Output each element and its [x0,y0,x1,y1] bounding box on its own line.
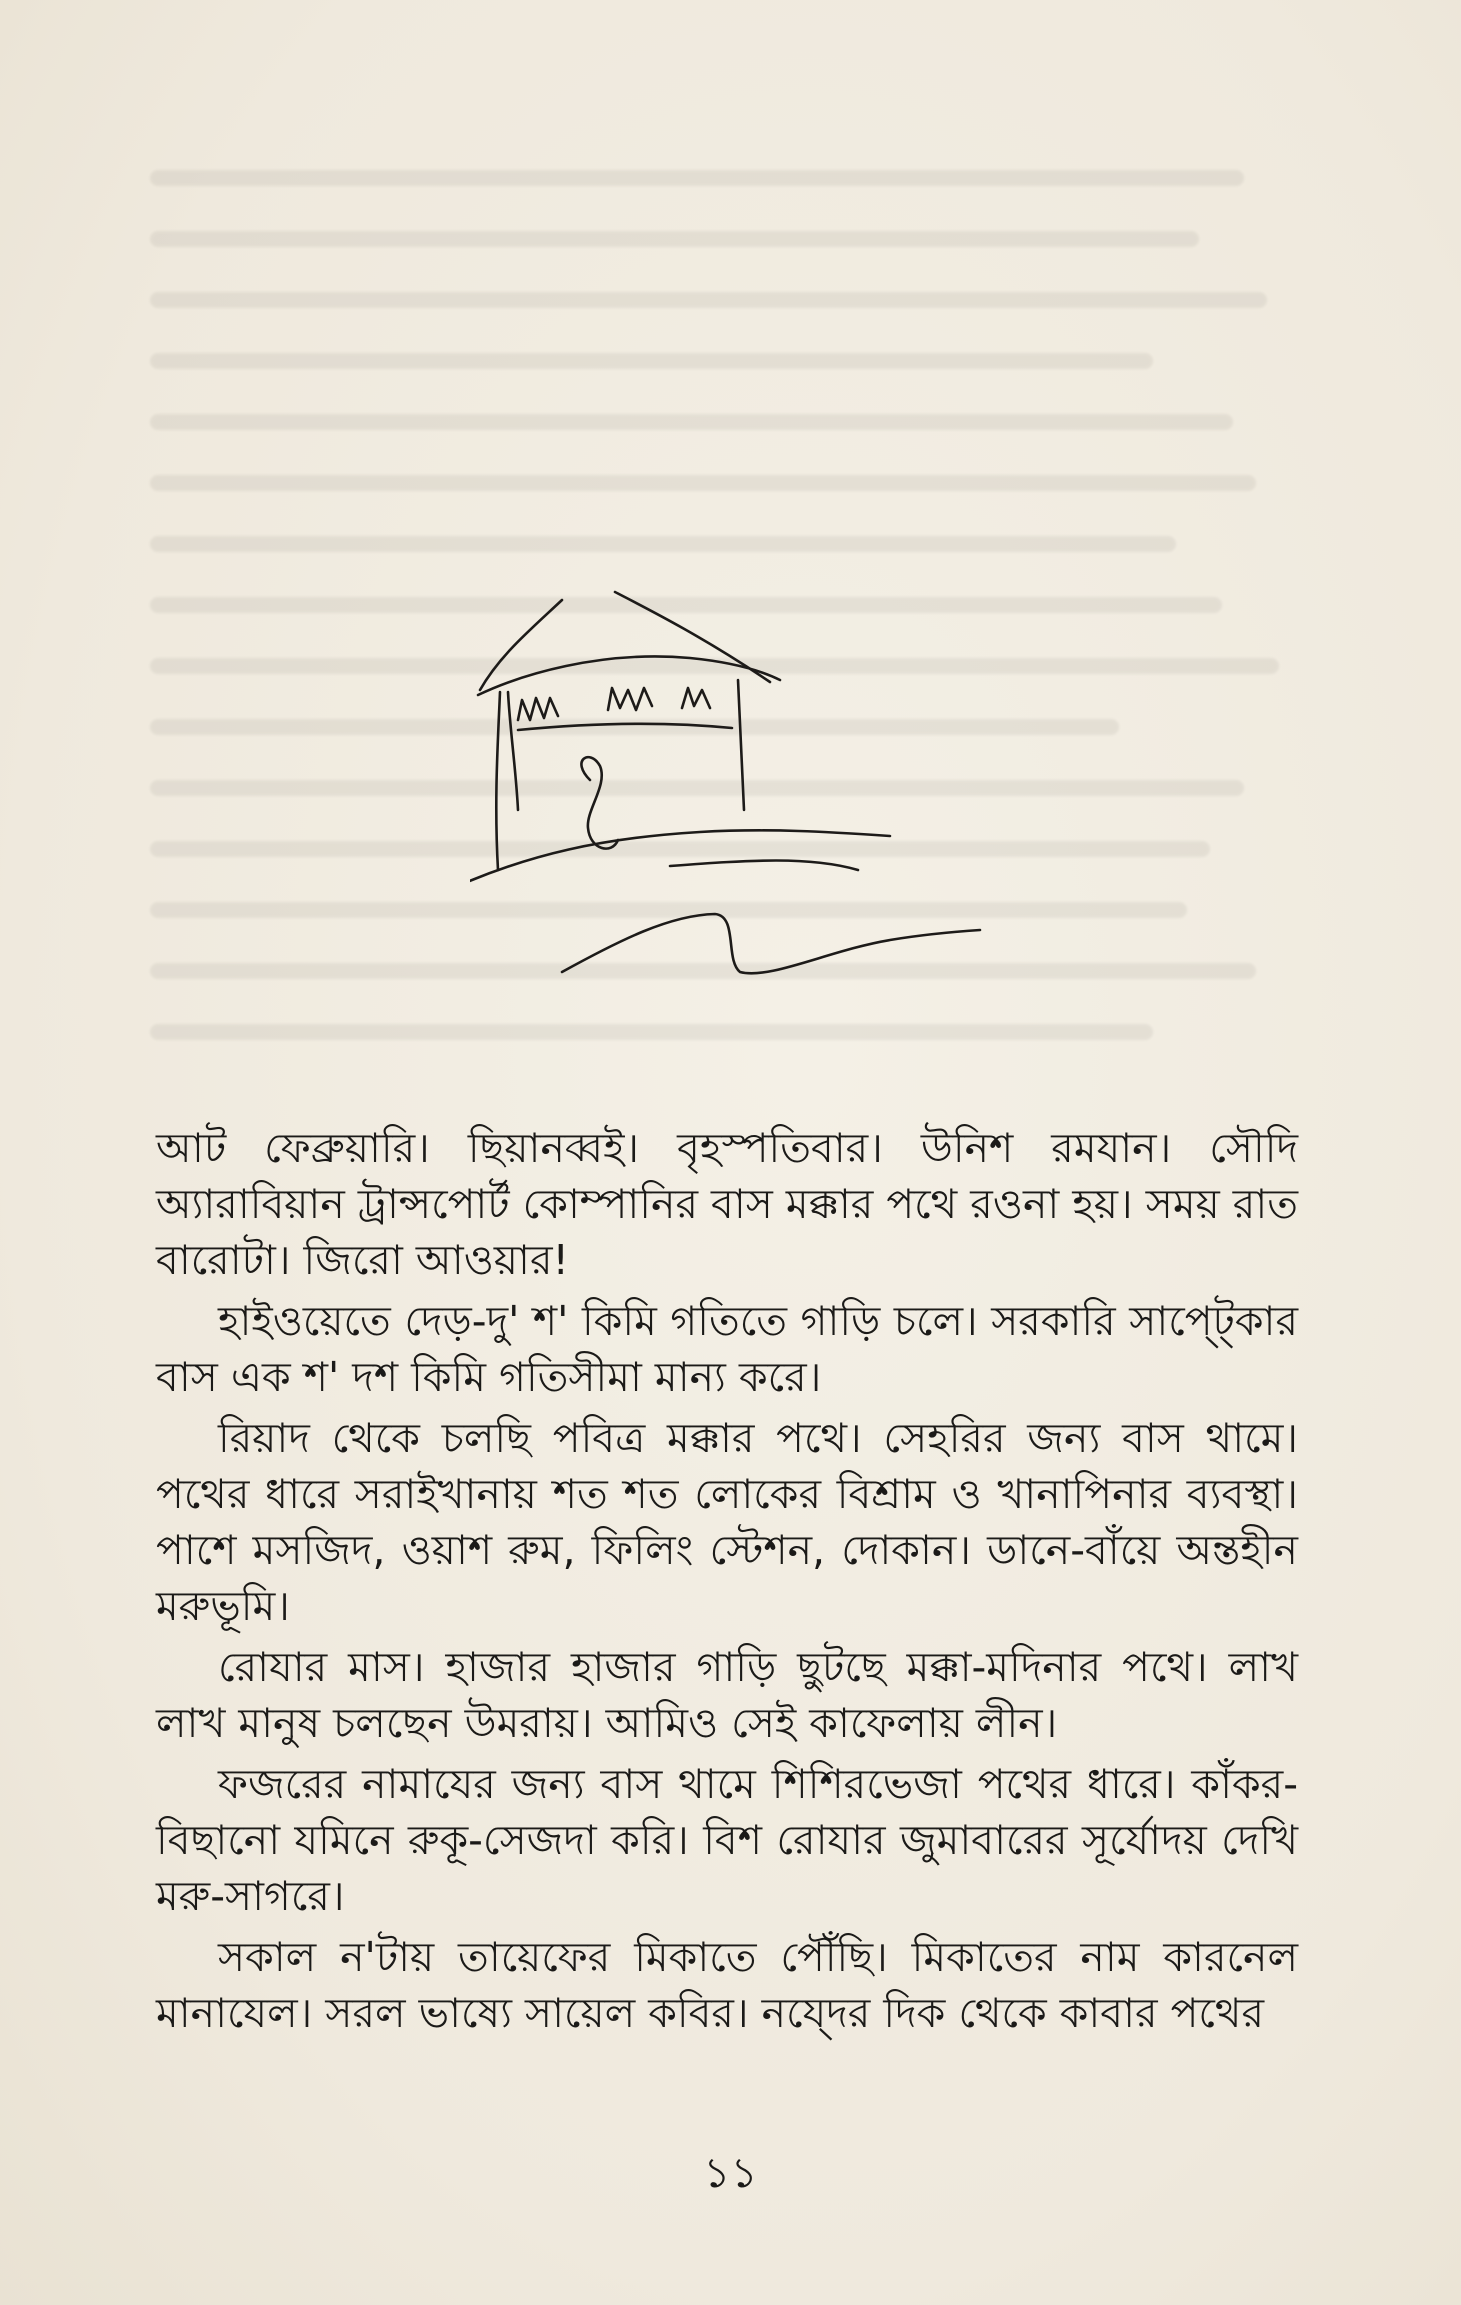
body-text [156,1120,1298,2046]
paragraph-5: ফজরের নামাযের জন্য বাস থামে শিশিরভেজা পথের ধারে। কাঁকর-বিছানো যমিনে রুকূ-সেজদা করি। বিশ রোযার জুমাবারের সূর্যোদয় দেখি মরু-সাগরে। [156,1760,1298,1920]
paragraph-4: রোযার মাস। হাজার হাজার গাড়ি ছুটছে মক্কা-মদিনার পথে। লাখ লাখ মানুষ চলছেন উমরায়। আমিও সেই কাফেলায় লীন। [156,1643,1298,1747]
paragraph-6: সকাল ন'টায় তায়েফের মিকাতে পৌঁছি। মিকাতের নাম কারনেল মানাযেল। সরল ভাষ্যে সায়েল কবির। নয্দের দিক থেকে কাবার পথের [156,1933,1298,2037]
kaaba-line-drawing [470,570,990,1010]
paragraph-1: আট ফেব্রুয়ারি। ছিয়ানব্বই। বৃহস্পতিবার। উনিশ রমযান। সৌদি অ্যারাবিয়ান ট্রান্সপোর্ট কোম্পানির বাস মক্কার পথে রওনা হয়। সময় রাত বারোটা। জিরো আওয়ার! [156,1124,1298,1284]
paragraph-2: হাইওয়েতে দেড়-দু' শ' কিমি গতিতে গাড়ি চলে। সরকারি সাপ্ট্কোর বাস এক শ' দশ কিমি গতিসীমা মান্য করে। [156,1297,1298,1401]
page-number: ১১ [703,2148,758,2197]
paragraph-3: রিয়াদ থেকে চলছি পবিত্র মক্কার পথে। সেহরির জন্য বাস থামে। পথের ধারে সরাইখানায় শত শত লোকের বিশ্রাম ও খানাপিনার ব্যবস্থা। পাশে মসজিদ, ওয়াশ রুম, ফিলিং স্টেশন, দোকান। ডানে-বাঁয়ে অন্তহীন মরুভূমি। [156,1414,1298,1630]
